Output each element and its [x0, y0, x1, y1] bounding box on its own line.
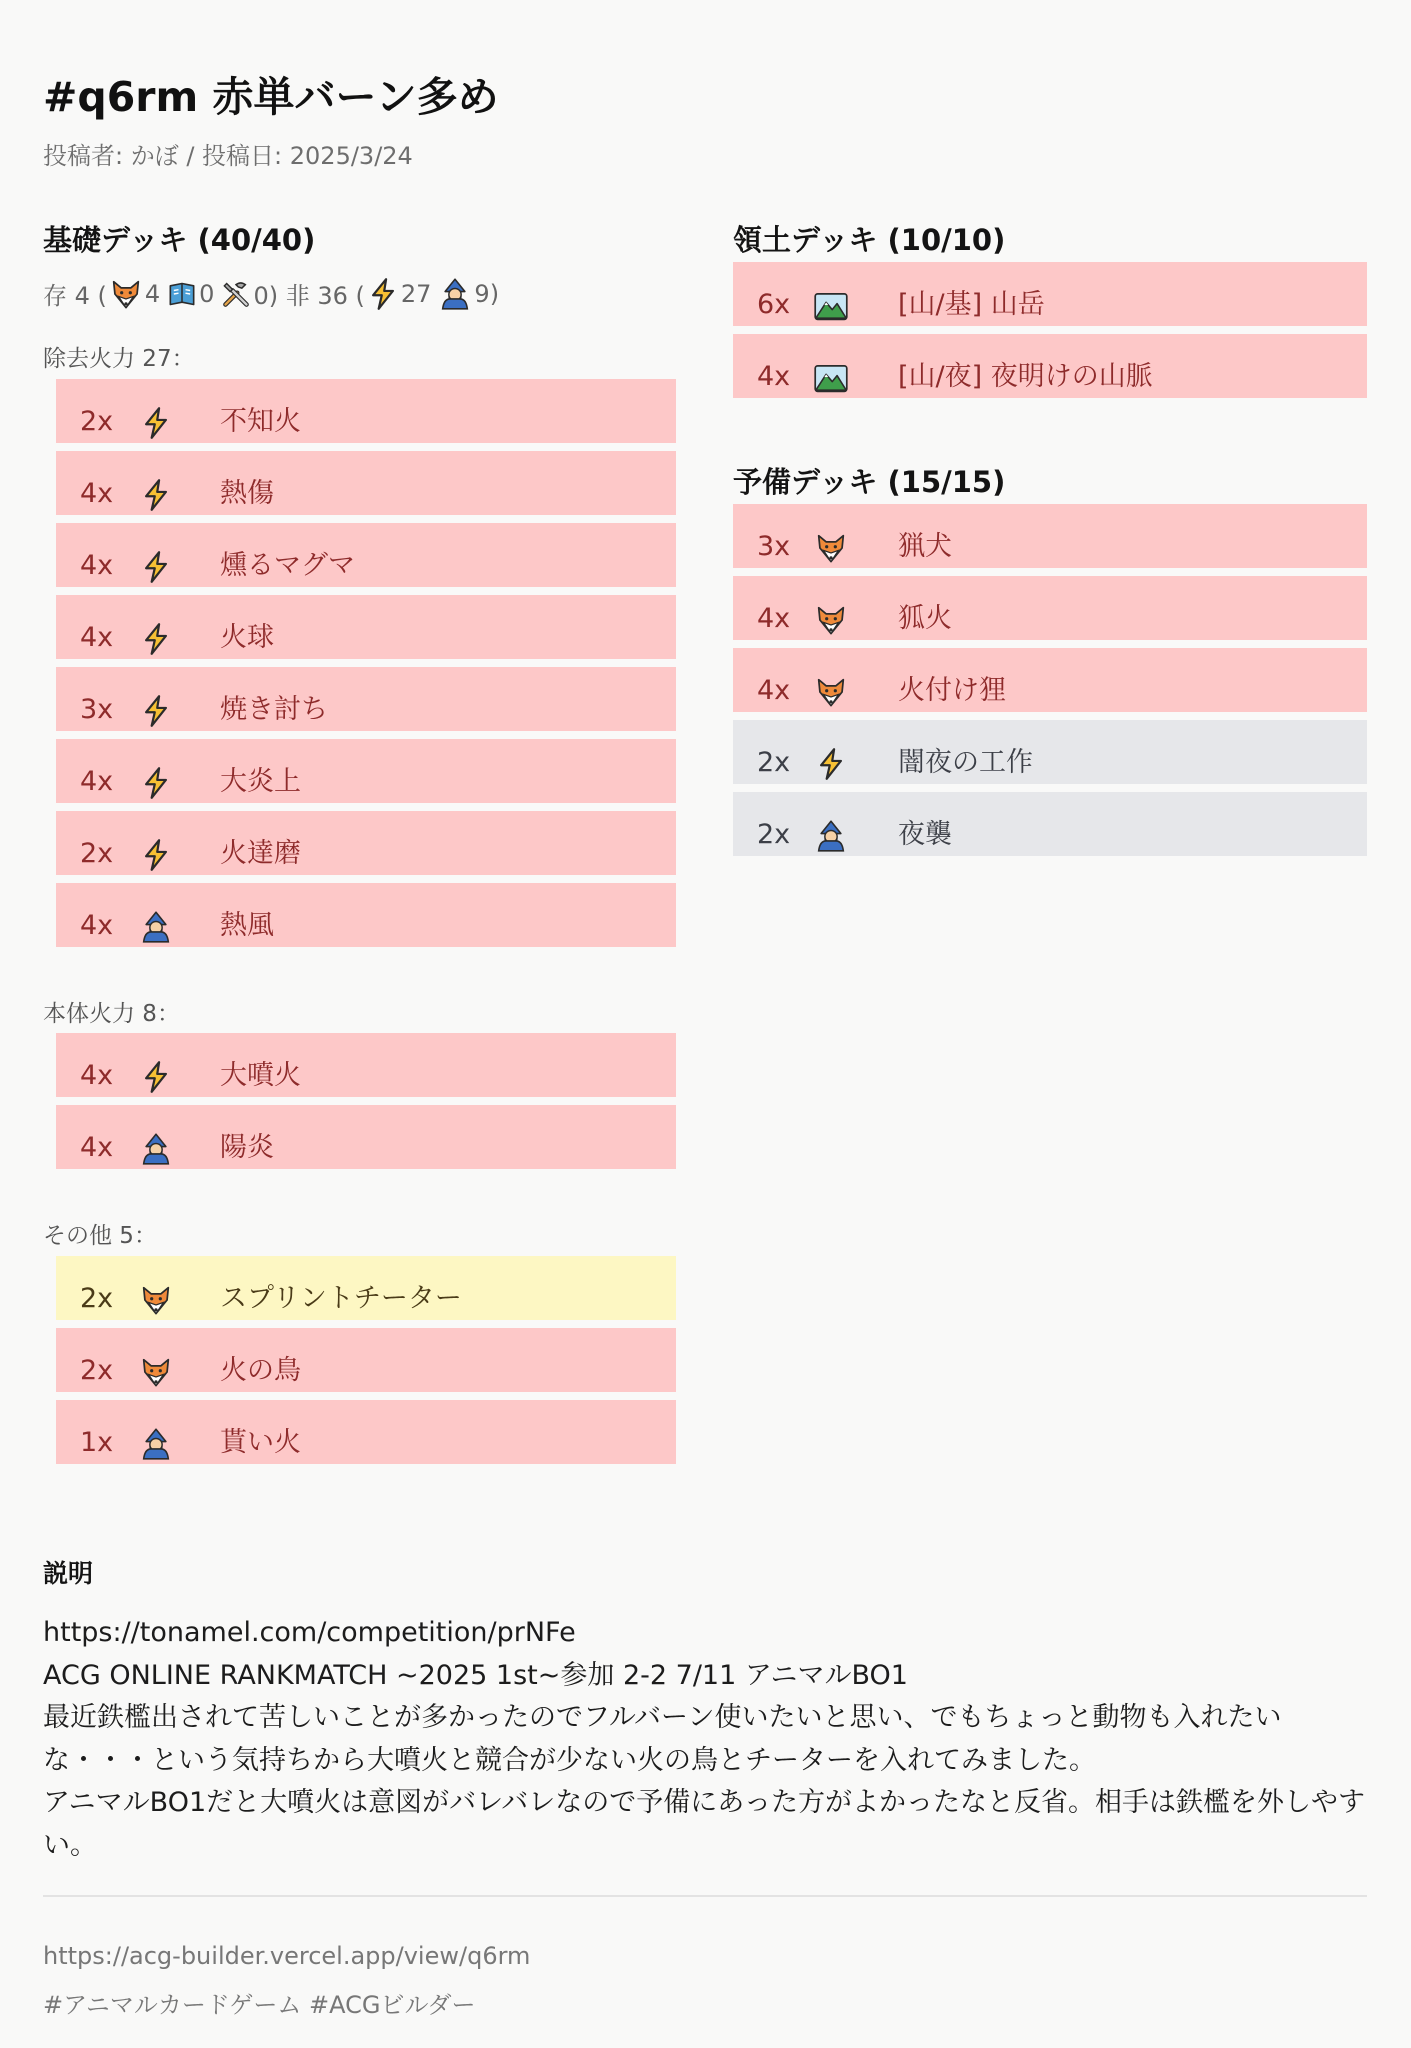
card-quantity: 4x: [757, 675, 791, 706]
wizard-icon: [439, 278, 471, 310]
card-name: 陽炎: [220, 1132, 274, 1163]
card-list-reserve: [733, 504, 1367, 864]
mountain-icon: [813, 362, 849, 394]
card-name: 大噴火: [220, 1060, 301, 1091]
card-row[interactable]: [56, 811, 676, 875]
card-row[interactable]: [56, 1256, 676, 1320]
footer-divider: [43, 1895, 1367, 1897]
card-name: 不知火: [220, 406, 301, 437]
card-row[interactable]: [733, 334, 1367, 398]
lightning-icon: [138, 695, 174, 727]
deck-stats: [43, 276, 499, 311]
card-row[interactable]: [733, 720, 1367, 784]
card-quantity: 2x: [757, 747, 791, 778]
tools-icon: [222, 280, 250, 308]
group-label-other: その他 5：: [43, 1223, 157, 1249]
card-list-face-burn: [56, 1033, 676, 1177]
card-quantity: 2x: [80, 1283, 114, 1314]
fox-icon: [110, 278, 142, 310]
fox-icon: [813, 532, 849, 564]
fox-icon: [813, 604, 849, 636]
card-row[interactable]: [56, 523, 676, 587]
card-quantity: 3x: [757, 531, 791, 562]
card-quantity: 3x: [80, 694, 114, 725]
card-name: 狐火: [898, 603, 952, 634]
card-quantity: 1x: [80, 1427, 114, 1458]
card-row[interactable]: [56, 667, 676, 731]
card-row[interactable]: [56, 1033, 676, 1097]
wizard-icon: [813, 820, 849, 852]
lightning-icon: [138, 623, 174, 655]
description-line: アニマルBO1だと大噴火は意図がバレバレなので予備にあった方がよかったなと反省。相手は鉄檻を外しやすい。: [43, 1787, 1365, 1861]
lightning-icon: [813, 748, 849, 780]
card-name: 火球: [220, 622, 274, 653]
card-name: 火の鳥: [220, 1355, 301, 1386]
stats-non-existence: 0) 非 36 (: [253, 282, 365, 310]
card-quantity: 4x: [80, 478, 114, 509]
card-quantity: 4x: [80, 550, 114, 581]
card-row[interactable]: [733, 504, 1367, 568]
description-link[interactable]: https://tonamel.com/competition/prNFe: [43, 1617, 576, 1648]
main-deck-title: 基礎デッキ (40/40): [43, 223, 316, 257]
description-title: 説明: [43, 1559, 94, 1588]
card-name: 火達磨: [220, 838, 301, 869]
group-label-removal: 除去火力 27：: [43, 346, 195, 372]
wizard-icon: [138, 911, 174, 943]
card-quantity: 4x: [80, 1060, 114, 1091]
wizard-icon: [138, 1428, 174, 1460]
mountain-icon: [813, 290, 849, 322]
card-name: [山/夜] 夜明けの山脈: [898, 361, 1153, 392]
card-list-removal: [56, 379, 676, 955]
card-row[interactable]: [56, 1400, 676, 1464]
card-row[interactable]: [733, 262, 1367, 326]
card-row[interactable]: [56, 739, 676, 803]
footer-url[interactable]: https://acg-builder.vercel.app/view/q6rm: [43, 1942, 531, 1970]
card-row[interactable]: [56, 1105, 676, 1169]
fox-icon: [813, 676, 849, 708]
reserve-deck-title: 予備デッキ (15/15): [733, 465, 1006, 499]
lightning-icon: [138, 1061, 174, 1093]
card-row[interactable]: [56, 595, 676, 659]
card-name: 熱傷: [220, 478, 274, 509]
stats-book-count: 0: [199, 279, 215, 308]
card-name: 熱風: [220, 910, 274, 941]
book-icon: [168, 280, 196, 308]
card-row[interactable]: [56, 451, 676, 515]
card-row[interactable]: [56, 883, 676, 947]
card-quantity: 4x: [80, 910, 114, 941]
card-name: 火付け狸: [898, 675, 1006, 706]
lightning-icon: [138, 551, 174, 583]
card-quantity: 2x: [80, 406, 114, 437]
card-row[interactable]: [56, 379, 676, 443]
post-meta: 投稿者: かぼ / 投稿日: 2025/3/24: [43, 142, 413, 170]
card-quantity: 6x: [757, 289, 791, 320]
card-quantity: 2x: [80, 838, 114, 869]
card-list-territory: [733, 262, 1367, 406]
card-quantity: 4x: [757, 361, 791, 392]
card-name: 猟犬: [898, 531, 952, 562]
fox-icon: [138, 1356, 174, 1388]
card-name: 大炎上: [220, 766, 301, 797]
card-quantity: 4x: [80, 1132, 114, 1163]
lightning-icon: [138, 407, 174, 439]
stats-spell-count: 27: [400, 279, 432, 308]
card-row[interactable]: [733, 648, 1367, 712]
fox-icon: [138, 1284, 174, 1316]
card-name: スプリントチーター: [220, 1283, 462, 1314]
description-body: [43, 1612, 1373, 1867]
card-name: 貰い火: [220, 1427, 301, 1458]
card-quantity: 2x: [757, 819, 791, 850]
stats-animal-count: 4: [144, 279, 161, 308]
page-title: #q6rm 赤単バーン多め: [43, 73, 499, 121]
card-name: 闇夜の工作: [898, 747, 1033, 778]
footer-tags: #アニマルカードゲーム #ACGビルダー: [43, 1991, 476, 2019]
lightning-icon: [138, 479, 174, 511]
card-quantity: 2x: [80, 1355, 114, 1386]
lightning-icon: [138, 839, 174, 871]
group-label-face-burn: 本体火力 8：: [43, 1001, 180, 1027]
lightning-icon: [368, 278, 398, 310]
card-name: 燻るマグマ: [220, 550, 355, 581]
stats-existence: 存 4 (: [43, 282, 107, 310]
card-quantity: 4x: [757, 603, 791, 634]
card-quantity: 4x: [80, 766, 114, 797]
card-name: [山/基] 山岳: [898, 289, 1045, 320]
wizard-icon: [138, 1133, 174, 1165]
description-line: ACG ONLINE RANKMATCH ~2025 1st~参加 2-2 7/11 アニマルBO1: [43, 1659, 908, 1691]
card-list-other: [56, 1256, 676, 1472]
card-name: 焼き討ち: [220, 694, 328, 725]
card-name: 夜襲: [898, 819, 952, 850]
card-row[interactable]: [733, 792, 1367, 856]
stats-wizard-count: 9): [474, 279, 500, 308]
lightning-icon: [138, 767, 174, 799]
card-row[interactable]: [733, 576, 1367, 640]
card-quantity: 4x: [80, 622, 114, 653]
territory-deck-title: 領土デッキ (10/10): [733, 223, 1006, 257]
card-row[interactable]: [56, 1328, 676, 1392]
description-line: 最近鉄檻出されて苦しいことが多かったのでフルバーン使いたいと思い、でもちょっと動物も入れたいな・・・という気持ちから大噴火と競合が少ない火の鳥とチーターを入れてみました。: [43, 1702, 1282, 1776]
